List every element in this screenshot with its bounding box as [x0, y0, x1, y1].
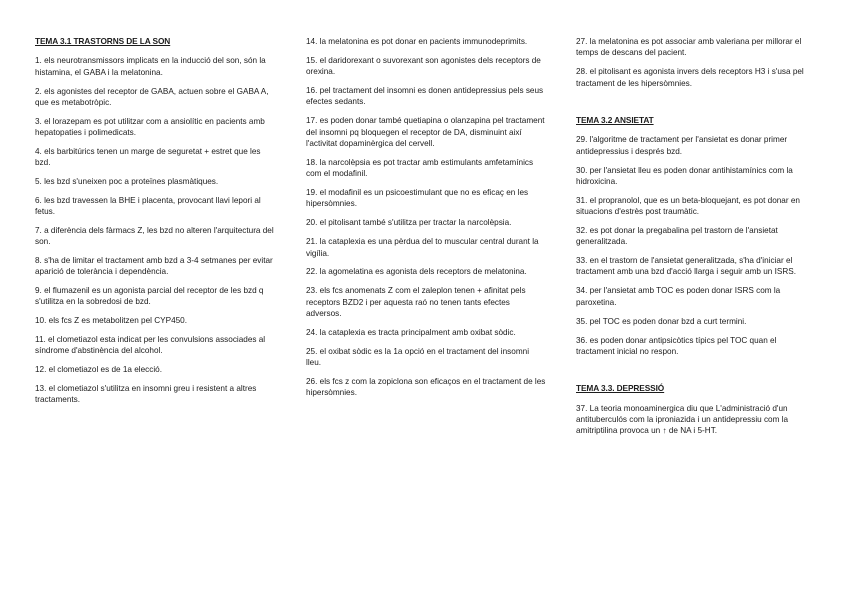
list-item: 36. es poden donar antipsicòtics típics pel TOC quan el tractament inicial no respon. — [576, 335, 777, 356]
section-heading-anxiety: TEMA 3.2 ANSIETAT — [576, 114, 654, 125]
list-item: 12. el clometiazol es de 1a elecció. — [35, 365, 162, 375]
column-2 — [306, 36, 546, 406]
list-item: 29. l'algoritme de tractament per l'ansietat es donar primer antidepressius i després bzd. — [576, 135, 788, 156]
list-item: 6. les bzd travessen la BHE i placenta, provocant llavi lepori al fetus. — [35, 195, 261, 217]
list-item: 8. s'ha de limitar el tractament amb bzd a 3-4 setmanes per evitar aparició de tolerància i dependència. — [35, 256, 273, 277]
list-item: 14. la melatonina es pot donar en pacients immunodeprimits. — [306, 37, 528, 46]
section-heading-sleep-disorders: TEMA 3.1 TRASTORNS DE LA SON — [35, 36, 171, 46]
list-item: 15. el daridorexant o suvorexant son agonistes dels receptors de orexina. — [306, 55, 541, 77]
list-item: 9. el flumazenil es un agonista parcial del receptor de les bzd q s'utilitza en la sobredosi de bzd. — [35, 286, 264, 307]
list-item: 26. els fcs z com la zopiclona son eficaços en el tractament de les hipersòmnies. — [306, 377, 546, 398]
list-item: 37. La teoria monoaminergica diu que L'administració d'un antituberculós com la iproniazida i un antidepressiu com la amitriptilina provoca un ↑ de NA i 5-HT. — [576, 403, 789, 436]
list-item: 17. es poden donar també quetiapina o olanzapina pel tractament del insomni pq bloquegen el receptor de DA, disminuint així l'activitat dopaminèrgica del cervell. — [306, 116, 545, 148]
list-item: 3. el lorazepam es pot utilitzar com a ansiolític en pacients amb hepatopaties i polimedicats. — [35, 116, 265, 137]
list-item: 21. la cataplexia es una pèrdua del to muscular central durant la vigília. — [306, 237, 539, 258]
list-item: 31. el propranolol, que es un beta-bloquejant, es pot donar en situacions d'estrès post traumàtic. — [576, 195, 800, 217]
list-item: 20. el pitolisant també s'utilitza per tractar la narcolèpsia. — [306, 218, 512, 228]
list-item: 22. la agomelatina es agonista dels receptors de melatonina. — [306, 267, 527, 277]
list-item: 16. pel tractament del insomni es donen antidepressius pels seus efectes sedants. — [306, 86, 544, 107]
list-item: 2. els agonistes del receptor de GABA, actuen sobre el GABA A, que es metabotròpic. — [35, 86, 269, 107]
list-item: 32. es pot donar la pregabalina pel trastorn de l'ansietat generalitzada. — [576, 225, 778, 247]
list-item: 4. els barbitúrics tenen un marge de seguretat + estret que les bzd. — [35, 146, 261, 168]
list-item: 7. a diferència dels fàrmacs Z, les bzd no alteren l'arquitectura del son. — [35, 225, 274, 247]
section-heading-depression: TEMA 3.3. DEPRESSIÓ — [576, 383, 665, 394]
list-item: 1. els neurotransmissors implicats en la inducció del son, són la histamina, el GABA i la melatonina. — [35, 56, 266, 77]
list-item: 25. el oxibat sòdic es la 1a opció en el tractament del insomni lleu. — [306, 346, 530, 368]
list-item: 34. per l'ansietat amb TOC es poden donar ISRS com la paroxetina. — [576, 286, 781, 307]
list-item: 10. els fcs Z es metabolitzen pel CYP450. — [35, 316, 188, 326]
list-item: 5. les bzd s'uneixen poc a proteïnes plasmàtiques. — [35, 176, 219, 186]
list-item: 24. la cataplexia es tracta principalment amb oxibat sòdic. — [306, 327, 516, 337]
list-item: 35. pel TOC es poden donar bzd a curt termini. — [576, 316, 747, 326]
list-item: 28. el pitolisant es agonista invers dels receptors H3 i s'usa pel tractament de les hipersòmnies. — [576, 67, 804, 88]
list-item: 23. els fcs anomenats Z com el zaleplon tenen + afinitat pels receptors BZD2 i per aquesta raó no tenen tants efectes adversos. — [306, 286, 526, 318]
list-item: 11. el clometiazol esta indicat per les convulsions associades al síndrome d'abstinència del alcohol. — [35, 335, 266, 356]
column-3 — [576, 36, 816, 444]
list-item: 13. el clometiazol s'utilitza en insomni greu i resistent a altres tractaments. — [35, 384, 257, 405]
column-1 — [35, 36, 275, 413]
list-item: 27. la melatonina es pot associar amb valeriana per millorar el temps de descans del pacient. — [576, 37, 802, 58]
list-item: 19. el modafinil es un psicoestimulant que no es eficaç en les hipersòmnies. — [306, 188, 529, 209]
list-item: 30. per l'ansietat lleu es poden donar antihistamínics com la hidroxicina. — [576, 165, 793, 186]
list-item: 18. la narcolèpsia es pot tractar amb estimulants amfetamínics com el modafinil. — [306, 157, 534, 179]
list-item: 33. en el trastorn de l'ansietat generalitzada, s'ha d'iniciar el tractament amb una bzd d'acció llarga i seguir amb un ISRS. — [576, 256, 797, 277]
